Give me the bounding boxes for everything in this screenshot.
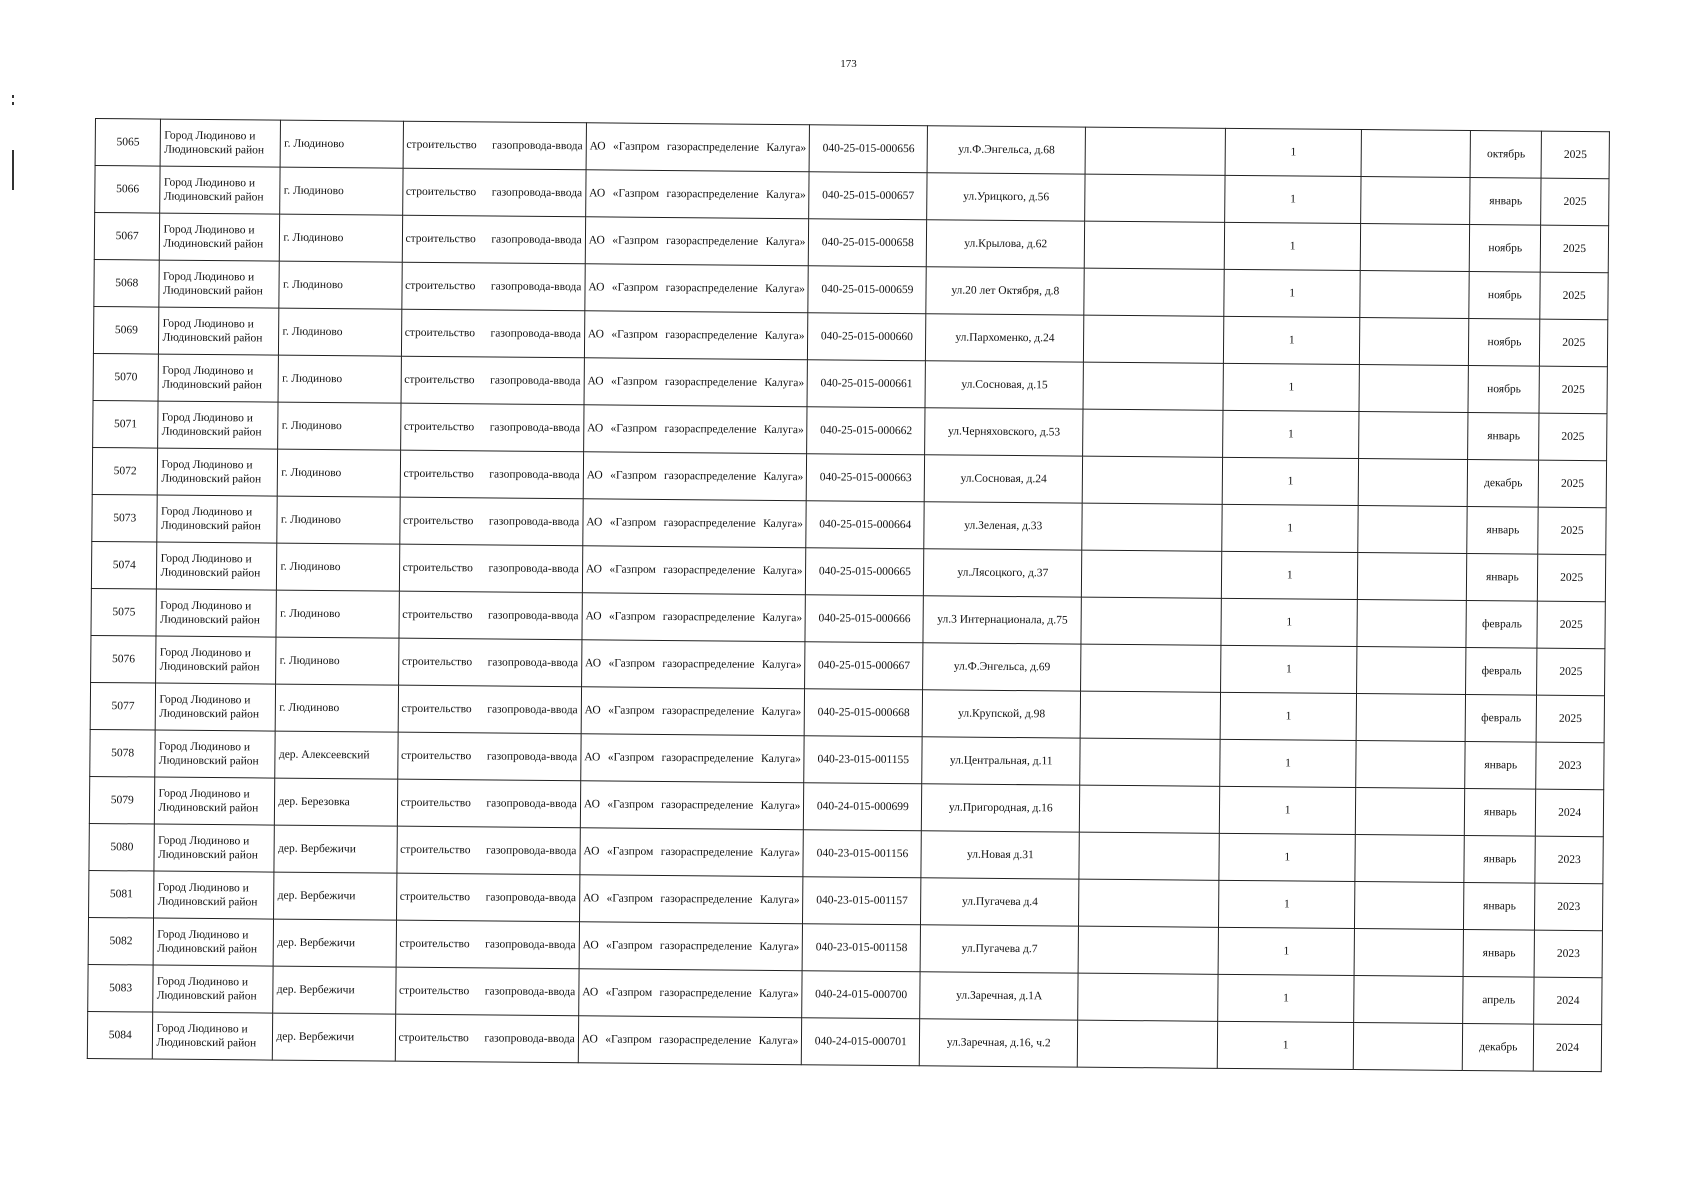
empty-cell: [1081, 597, 1221, 645]
address-cell: ул.Сосновая, д.24: [924, 455, 1083, 503]
empty-cell: [1354, 976, 1463, 1024]
row-number: 5081: [89, 870, 155, 918]
object-id-cell: 040-24-015-000701: [802, 1018, 920, 1066]
organization-cell: АО «Газпром газораспределение Калуга»: [586, 123, 810, 172]
empty-cell: [1354, 929, 1463, 977]
locality-cell: г. Людиново: [278, 402, 401, 450]
organization-cell: АО «Газпром газораспределение Калуга»: [579, 922, 803, 971]
municipality-cell: Город Людиново и Людиновский район: [156, 589, 276, 637]
municipality-cell: Город Людиново и Людиновский район: [158, 354, 278, 402]
work-type-cell: строительство газопровода-ввода: [397, 732, 581, 781]
year-cell: 2023: [1534, 930, 1602, 978]
object-id-cell: 040-25-015-000658: [809, 219, 927, 267]
address-cell: ул.3 Интернационала, д.75: [923, 596, 1082, 644]
year-cell: 2025: [1538, 460, 1606, 508]
month-cell: январь: [1464, 835, 1535, 883]
month-cell: февраль: [1466, 694, 1537, 742]
empty-cell: [1355, 835, 1464, 883]
municipality-cell: Город Людиново и Людиновский район: [157, 495, 277, 543]
empty-cell: [1359, 459, 1468, 507]
month-cell: ноябрь: [1468, 365, 1539, 413]
empty-cell: [1079, 832, 1219, 880]
work-type-cell: строительство газопровода-ввода: [395, 1014, 579, 1063]
object-id-cell: 040-24-015-000699: [804, 783, 922, 831]
object-id-cell: 040-25-015-000656: [809, 125, 927, 173]
address-cell: ул.Заречная, д.16, ч.2: [919, 1019, 1078, 1067]
work-type-cell: строительство газопровода-ввода: [401, 309, 585, 358]
locality-cell: г. Людиново: [277, 543, 400, 591]
empty-cell: [1361, 224, 1470, 272]
quantity-cell: 1: [1225, 175, 1362, 223]
organization-cell: АО «Газпром газораспределение Калуга»: [578, 1016, 802, 1065]
municipality-cell: Город Людиново и Людиновский район: [159, 307, 279, 355]
register-sheet: [95, 118, 1610, 1059]
month-cell: январь: [1470, 178, 1541, 226]
empty-cell: [1361, 177, 1470, 225]
empty-cell: [1082, 503, 1222, 551]
object-id-cell: 040-25-015-000665: [806, 548, 924, 596]
quantity-cell: 1: [1221, 598, 1358, 646]
work-type-cell: строительство газопровода-ввода: [399, 497, 583, 546]
empty-cell: [1083, 456, 1223, 504]
object-id-cell: 040-25-015-000661: [807, 360, 925, 408]
empty-cell: [1359, 365, 1468, 413]
locality-cell: дер. Алексеевский: [275, 731, 398, 779]
empty-cell: [1083, 362, 1223, 410]
year-cell: 2024: [1534, 1024, 1602, 1072]
row-number: 5070: [93, 353, 159, 401]
quantity-cell: 1: [1218, 927, 1355, 975]
empty-cell: [1360, 271, 1469, 319]
row-number: 5066: [95, 166, 161, 214]
month-cell: январь: [1465, 741, 1536, 789]
address-cell: ул.Новая д.31: [921, 831, 1080, 879]
empty-cell: [1084, 268, 1224, 316]
quantity-cell: 1: [1222, 504, 1359, 552]
address-cell: ул.Центральная, д.11: [922, 737, 1081, 785]
work-type-cell: строительство газопровода-ввода: [399, 544, 583, 593]
quantity-cell: 1: [1219, 786, 1356, 834]
object-id-cell: 040-25-015-000667: [805, 642, 923, 690]
organization-cell: АО «Газпром газораспределение Калуга»: [583, 499, 807, 548]
year-cell: 2025: [1539, 413, 1607, 461]
municipality-cell: Город Людиново и Людиновский район: [153, 1012, 273, 1060]
address-cell: ул.Сосновая, д.15: [925, 361, 1084, 409]
empty-cell: [1078, 1020, 1218, 1068]
object-id-cell: 040-23-015-001158: [803, 924, 921, 972]
binding-mark: [12, 150, 14, 190]
object-id-cell: 040-25-015-000662: [807, 407, 925, 455]
organization-cell: АО «Газпром газораспределение Калуга»: [580, 781, 804, 830]
empty-cell: [1085, 127, 1225, 175]
empty-cell: [1356, 694, 1465, 742]
empty-cell: [1080, 738, 1220, 786]
organization-cell: АО «Газпром газораспределение Калуга»: [582, 546, 806, 595]
address-cell: ул.Крылова, д.62: [926, 220, 1085, 268]
work-type-cell: строительство газопровода-ввода: [398, 685, 582, 734]
month-cell: январь: [1465, 788, 1536, 836]
locality-cell: г. Людиново: [278, 449, 401, 497]
quantity-cell: 1: [1220, 739, 1357, 787]
row-number: 5067: [94, 213, 160, 261]
address-cell: ул.Пархоменко, д.24: [926, 314, 1085, 362]
year-cell: 2025: [1539, 366, 1607, 414]
object-id-cell: 040-24-015-000700: [802, 971, 920, 1019]
year-cell: 2023: [1535, 836, 1603, 884]
work-type-cell: строительство газопровода-ввода: [403, 121, 587, 170]
binding-mark: [12, 102, 14, 105]
work-type-cell: строительство газопровода-ввода: [402, 168, 586, 217]
binding-mark: [12, 95, 14, 98]
year-cell: 2025: [1536, 695, 1604, 743]
work-type-cell: строительство газопровода-ввода: [400, 403, 584, 452]
year-cell: 2023: [1536, 742, 1604, 790]
month-cell: январь: [1464, 882, 1535, 930]
empty-cell: [1078, 926, 1218, 974]
organization-cell: АО «Газпром газораспределение Калуга»: [584, 311, 808, 360]
row-number: 5069: [93, 306, 159, 354]
empty-cell: [1358, 553, 1467, 601]
locality-cell: дер. Вербежичи: [274, 872, 397, 920]
month-cell: январь: [1463, 929, 1534, 977]
empty-cell: [1085, 221, 1225, 269]
organization-cell: АО «Газпром газораспределение Калуга»: [581, 734, 805, 783]
municipality-cell: Город Людиново и Людиновский район: [160, 166, 280, 214]
address-cell: ул.Пригородная, д.16: [922, 784, 1081, 832]
work-type-cell: строительство газопровода-ввода: [395, 967, 579, 1016]
row-number: 5080: [89, 823, 155, 871]
municipality-cell: Город Людиново и Людиновский район: [154, 824, 274, 872]
empty-cell: [1081, 691, 1221, 739]
locality-cell: г. Людиново: [278, 355, 401, 403]
work-type-cell: строительство газопровода-ввода: [397, 779, 581, 828]
row-number: 5065: [95, 119, 161, 167]
locality-cell: дер. Вербежичи: [273, 1013, 396, 1061]
row-number: 5079: [89, 776, 155, 824]
object-id-cell: 040-23-015-001157: [803, 877, 921, 925]
work-type-cell: строительство газопровода-ввода: [399, 591, 583, 640]
empty-cell: [1080, 785, 1220, 833]
quantity-cell: 1: [1224, 269, 1361, 317]
empty-cell: [1358, 506, 1467, 554]
year-cell: 2025: [1541, 178, 1609, 226]
month-cell: январь: [1467, 506, 1538, 554]
quantity-cell: 1: [1224, 222, 1361, 270]
municipality-cell: Город Людиново и Людиновский район: [154, 871, 274, 919]
month-cell: февраль: [1466, 600, 1537, 648]
empty-cell: [1084, 315, 1224, 363]
locality-cell: г. Людиново: [277, 496, 400, 544]
object-id-cell: 040-25-015-000664: [806, 501, 924, 549]
municipality-cell: Город Людиново и Людиновский район: [159, 260, 279, 308]
object-id-cell: 040-25-015-000668: [805, 689, 923, 737]
organization-cell: АО «Газпром газораспределение Калуга»: [581, 687, 805, 736]
row-number: 5083: [88, 964, 154, 1012]
organization-cell: АО «Газпром газораспределение Калуга»: [579, 875, 803, 924]
object-id-cell: 040-25-015-000666: [805, 595, 923, 643]
gas-pipeline-register-table: [87, 118, 1610, 1072]
object-id-cell: 040-25-015-000663: [807, 454, 925, 502]
quantity-cell: 1: [1223, 410, 1360, 458]
locality-cell: дер. Вербежичи: [274, 825, 397, 873]
object-id-cell: 040-25-015-000659: [808, 266, 926, 314]
work-type-cell: строительство газопровода-ввода: [402, 215, 586, 264]
empty-cell: [1354, 1023, 1463, 1071]
organization-cell: АО «Газпром газораспределение Калуга»: [583, 405, 807, 454]
month-cell: февраль: [1466, 647, 1537, 695]
address-cell: ул.20 лет Октября, д.8: [926, 267, 1085, 315]
locality-cell: г. Людиново: [281, 120, 404, 168]
year-cell: 2025: [1537, 601, 1605, 649]
year-cell: 2024: [1534, 977, 1602, 1025]
locality-cell: г. Людиново: [276, 590, 399, 638]
municipality-cell: Город Людиново и Людиновский район: [158, 448, 278, 496]
locality-cell: г. Людиново: [276, 637, 399, 685]
address-cell: ул.Лясоцкого, д.37: [924, 549, 1083, 597]
row-number: 5084: [87, 1011, 153, 1059]
municipality-cell: Город Людиново и Людиновский район: [155, 777, 275, 825]
empty-cell: [1079, 879, 1219, 927]
month-cell: ноябрь: [1469, 272, 1540, 320]
work-type-cell: строительство газопровода-ввода: [396, 873, 580, 922]
empty-cell: [1357, 647, 1466, 695]
year-cell: 2025: [1540, 319, 1608, 367]
month-cell: январь: [1467, 553, 1538, 601]
address-cell: ул.Зеленая, д.33: [924, 502, 1083, 550]
object-id-cell: 040-23-015-001155: [804, 736, 922, 784]
municipality-cell: Город Людиново и Людиновский район: [153, 965, 273, 1013]
empty-cell: [1356, 741, 1465, 789]
organization-cell: АО «Газпром газораспределение Калуга»: [584, 358, 808, 407]
empty-cell: [1360, 318, 1469, 366]
quantity-cell: 1: [1218, 974, 1355, 1022]
year-cell: 2025: [1537, 648, 1605, 696]
municipality-cell: Город Людиново и Людиновский район: [161, 119, 281, 167]
address-cell: ул.Черняховского, д.53: [925, 408, 1084, 456]
empty-cell: [1356, 788, 1465, 836]
month-cell: ноябрь: [1469, 318, 1540, 366]
quantity-cell: 1: [1217, 1021, 1354, 1069]
organization-cell: АО «Газпром газораспределение Калуга»: [585, 264, 809, 313]
locality-cell: г. Людиново: [280, 167, 403, 215]
locality-cell: дер. Вербежичи: [274, 919, 397, 967]
row-number: 5073: [92, 494, 158, 542]
quantity-cell: 1: [1223, 316, 1360, 364]
row-number: 5071: [93, 400, 159, 448]
work-type-cell: строительство газопровода-ввода: [398, 638, 582, 687]
row-number: 5074: [91, 541, 157, 589]
locality-cell: г. Людиново: [279, 261, 402, 309]
year-cell: 2025: [1540, 272, 1608, 320]
organization-cell: АО «Газпром газораспределение Калуга»: [579, 969, 803, 1018]
page-number: 173: [840, 58, 857, 70]
organization-cell: АО «Газпром газораспределение Калуга»: [583, 452, 807, 501]
empty-cell: [1355, 882, 1464, 930]
object-id-cell: 040-25-015-000660: [808, 313, 926, 361]
municipality-cell: Город Людиново и Людиновский район: [154, 918, 274, 966]
empty-cell: [1082, 550, 1222, 598]
locality-cell: дер. Вербежичи: [273, 966, 396, 1014]
quantity-cell: 1: [1221, 551, 1358, 599]
organization-cell: АО «Газпром газораспределение Калуга»: [580, 828, 804, 877]
quantity-cell: 1: [1220, 692, 1357, 740]
organization-cell: АО «Газпром газораспределение Калуга»: [581, 640, 805, 689]
empty-cell: [1081, 644, 1221, 692]
address-cell: ул.Пугачева д.4: [921, 878, 1080, 926]
quantity-cell: 1: [1223, 363, 1360, 411]
row-number: 5072: [92, 447, 158, 495]
address-cell: ул.Пугачева д.7: [920, 925, 1079, 973]
month-cell: декабрь: [1468, 459, 1539, 507]
row-number: 5078: [90, 729, 156, 777]
row-number: 5077: [90, 682, 156, 730]
empty-cell: [1359, 412, 1468, 460]
locality-cell: дер. Березовка: [275, 778, 398, 826]
row-number: 5082: [88, 917, 154, 965]
municipality-cell: Город Людиново и Людиновский район: [157, 542, 277, 590]
address-cell: ул.Крупской, д.98: [922, 690, 1081, 738]
register-rows: [87, 119, 1609, 1072]
month-cell: январь: [1468, 412, 1539, 460]
quantity-cell: 1: [1218, 880, 1355, 928]
municipality-cell: Город Людиново и Людиновский район: [155, 730, 275, 778]
locality-cell: г. Людиново: [280, 214, 403, 262]
locality-cell: г. Людиново: [279, 308, 402, 356]
year-cell: 2023: [1535, 883, 1603, 931]
empty-cell: [1361, 130, 1470, 178]
organization-cell: АО «Газпром газораспределение Калуга»: [582, 593, 806, 642]
quantity-cell: 1: [1219, 833, 1356, 881]
address-cell: ул.Ф.Энгельса, д.69: [923, 643, 1082, 691]
work-type-cell: строительство газопровода-ввода: [401, 356, 585, 405]
address-cell: ул.Заречная, д.1А: [920, 972, 1079, 1020]
address-cell: ул.Ф.Энгельса, д.68: [927, 126, 1086, 174]
quantity-cell: 1: [1225, 128, 1362, 176]
month-cell: декабрь: [1463, 1023, 1534, 1071]
year-cell: 2025: [1538, 554, 1606, 602]
work-type-cell: строительство газопровода-ввода: [401, 262, 585, 311]
work-type-cell: строительство газопровода-ввода: [400, 450, 584, 499]
work-type-cell: строительство газопровода-ввода: [396, 826, 580, 875]
empty-cell: [1085, 174, 1225, 222]
object-id-cell: 040-23-015-001156: [803, 830, 921, 878]
year-cell: 2025: [1541, 225, 1609, 273]
organization-cell: АО «Газпром газораспределение Калуга»: [585, 217, 809, 266]
quantity-cell: 1: [1222, 457, 1359, 505]
municipality-cell: Город Людиново и Людиновский район: [160, 213, 280, 261]
row-number: 5068: [94, 259, 160, 307]
organization-cell: АО «Газпром газораспределение Калуга»: [585, 170, 809, 219]
year-cell: 2024: [1536, 789, 1604, 837]
work-type-cell: строительство газопровода-ввода: [396, 920, 580, 969]
municipality-cell: Город Людиново и Людиновский район: [158, 401, 278, 449]
quantity-cell: 1: [1221, 645, 1358, 693]
municipality-cell: Город Людиново и Людиновский район: [156, 683, 276, 731]
year-cell: 2025: [1541, 131, 1609, 179]
empty-cell: [1083, 409, 1223, 457]
address-cell: ул.Урицкого, д.56: [927, 173, 1086, 221]
year-cell: 2025: [1538, 507, 1606, 555]
empty-cell: [1078, 973, 1218, 1021]
month-cell: ноябрь: [1470, 225, 1541, 273]
month-cell: апрель: [1463, 976, 1534, 1024]
locality-cell: г. Людиново: [276, 684, 399, 732]
month-cell: октябрь: [1470, 131, 1541, 179]
row-number: 5076: [91, 635, 157, 683]
row-number: 5075: [91, 588, 157, 636]
empty-cell: [1357, 600, 1466, 648]
municipality-cell: Город Людиново и Людиновский район: [156, 636, 276, 684]
object-id-cell: 040-25-015-000657: [809, 172, 927, 220]
